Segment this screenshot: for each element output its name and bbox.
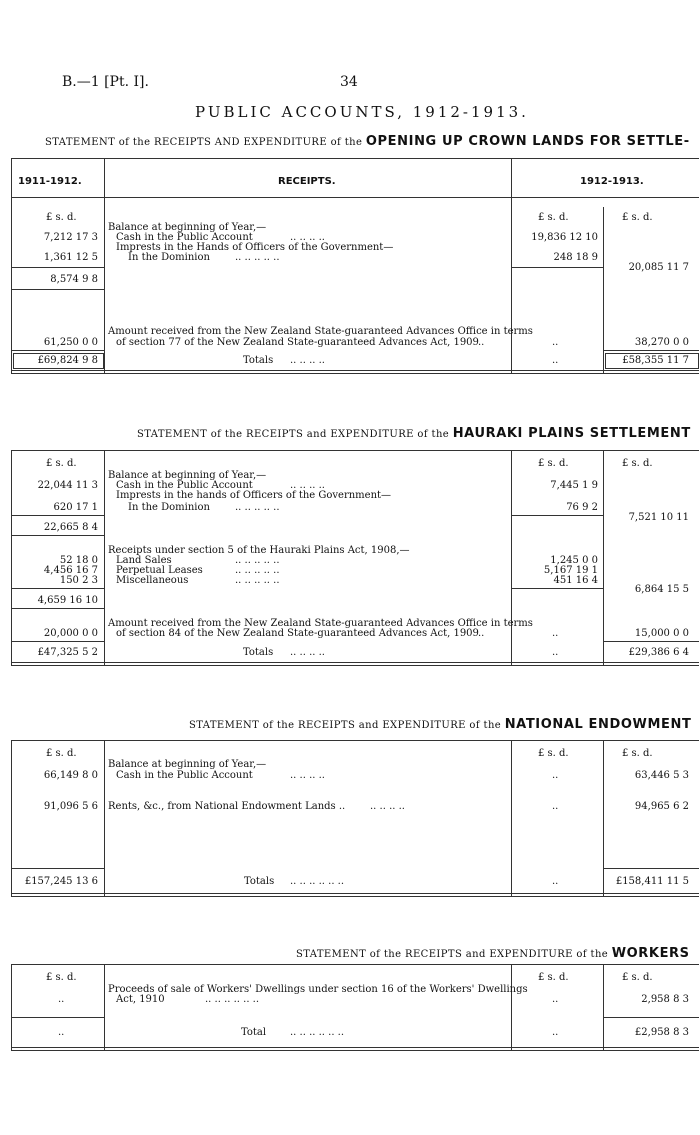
rule-line — [11, 868, 104, 869]
dot-leaders: .. .. .. .. — [290, 355, 325, 366]
value-cur: 15,000 0 0 — [634, 628, 689, 639]
dot-leaders: .. .. .. .. .. .. — [205, 994, 260, 1005]
lsd-header-prev: £ s. d. — [46, 458, 77, 469]
statement-3-heading — [189, 717, 691, 732]
row-label: Land Sales — [116, 555, 172, 566]
rule-line — [11, 662, 699, 663]
row-label: Miscellaneous — [116, 575, 189, 586]
rule-line — [11, 158, 12, 373]
row-label: Perpetual Leases — [116, 565, 203, 576]
rule-line — [104, 740, 105, 896]
lsd-header-sub: £ s. d. — [538, 972, 569, 983]
rule-line — [603, 350, 699, 351]
value-sub: 5,167 19 1 — [543, 565, 598, 576]
dot-leaders: .. .. .. .. .. .. — [290, 1027, 345, 1038]
statement-2-heading-title: HAURAKI PLAINS SETTLEMENT — [452, 426, 691, 441]
row-label: In the Dominion — [128, 502, 210, 513]
lsd-header-cur: £ s. d. — [622, 212, 653, 223]
lsd-header-sub: £ s. d. — [538, 212, 569, 223]
rule-line — [11, 450, 12, 665]
value-prev: 150 2 3 — [59, 575, 98, 586]
dot-leaders: .. .. .. .. — [290, 770, 325, 781]
value-cur: 63,446 5 3 — [634, 770, 689, 781]
value-prev: 7,212 17 3 — [43, 232, 98, 243]
value-prev: 4,456 16 7 — [43, 565, 98, 576]
dot-leader: .. — [552, 876, 559, 887]
rule-line — [11, 289, 104, 290]
rule-line — [603, 207, 604, 373]
dot-leaders: .. .. .. .. .. — [235, 565, 280, 576]
row-label: of section 77 of the New Zealand State-guaranteed Advances Act, 1909 — [116, 337, 479, 348]
dot-leader: .. — [552, 337, 559, 348]
document-title: PUBLIC ACCOUNTS, 1912-1913. — [195, 103, 529, 121]
row-label: Imprests in the hands of Officers of the Government— — [116, 490, 392, 501]
rule-line — [11, 740, 699, 741]
row-label: Totals — [243, 647, 274, 658]
total-prev: £69,824 9 8 — [37, 355, 98, 366]
rule-line — [603, 1017, 699, 1018]
rule-line — [11, 608, 104, 609]
dot-leader: .. — [552, 770, 559, 781]
total-cur: £2,958 8 3 — [634, 1027, 689, 1038]
value-cur: 7,521 10 11 — [628, 512, 689, 523]
dot-leaders: .. .. .. .. — [290, 232, 325, 243]
row-label: Receipts under section 5 of the Hauraki Plains Act, 1908,— — [108, 545, 410, 556]
total-cur: £158,411 11 5 — [615, 876, 689, 887]
dot-leader: .. — [552, 1027, 559, 1038]
row-label: Amount received from the New Zealand State-guaranteed Advances Office in terms — [108, 326, 533, 337]
rule-line — [104, 964, 105, 1050]
rule-line — [11, 665, 699, 666]
row-label: Balance at beginning of Year,— — [108, 222, 267, 233]
rule-line — [11, 350, 104, 351]
statement-3-heading-title: NATIONAL ENDOWMENT — [504, 717, 692, 732]
value-cur: 94,965 6 2 — [634, 801, 689, 812]
row-label: In the Dominion — [128, 252, 210, 263]
rule-line — [11, 1017, 104, 1018]
rule-line — [11, 588, 104, 589]
dot-leader: .. — [552, 647, 559, 658]
statement-4-heading — [296, 946, 690, 961]
value-sub: 451 16 4 — [553, 575, 598, 586]
dot-leader: .. — [58, 994, 65, 1005]
lsd-header-prev: £ s. d. — [46, 972, 77, 983]
total-prev: £157,245 13 6 — [24, 876, 98, 887]
value-prev: 8,574 9 8 — [50, 274, 98, 285]
row-label: Act, 1910 — [116, 994, 165, 1005]
value-cur: 20,085 11 7 — [628, 262, 689, 273]
statement-1-heading-title: OPENING UP CROWN LANDS FOR SETTLE- — [365, 134, 690, 149]
lsd-header-sub: £ s. d. — [538, 748, 569, 759]
value-sub: 76 9 2 — [566, 502, 598, 513]
statement-4-heading-prefix: STATEMENT of the RECEIPTS and EXPENDITURE of the — [296, 949, 609, 960]
value-prev: 61,250 0 0 — [43, 337, 98, 348]
rule-line — [104, 158, 105, 373]
rule-line — [11, 267, 104, 268]
rule-line — [11, 1050, 699, 1051]
dot-leader: .. — [552, 628, 559, 639]
column-1912-1913: 1912-1913. — [580, 176, 644, 187]
row-label: Balance at beginning of Year,— — [108, 470, 267, 481]
rule-line — [104, 450, 105, 665]
value-prev: 4,659 16 10 — [37, 595, 98, 606]
rule-line — [11, 1047, 699, 1048]
rule-line — [511, 515, 604, 516]
dot-leaders: .. .. .. .. — [290, 480, 325, 491]
value-prev: 20,000 0 0 — [43, 628, 98, 639]
value-sub: 7,445 1 9 — [550, 480, 598, 491]
row-label: of section 84 of the New Zealand State-guaranteed Advances Act, 1909 — [116, 628, 479, 639]
rule-line — [11, 450, 699, 451]
dot-leaders: .. .. .. .. — [290, 647, 325, 658]
value-prev: 91,096 5 6 — [43, 801, 98, 812]
lsd-header-cur: £ s. d. — [622, 972, 653, 983]
total-cur: £29,386 6 4 — [628, 647, 689, 658]
statement-1-heading — [45, 134, 690, 149]
rule-line — [511, 450, 512, 665]
rule-line — [11, 197, 699, 198]
rule-line — [511, 964, 512, 1050]
rule-line — [603, 740, 604, 896]
rule-line — [11, 535, 104, 536]
row-label: Cash in the Public Account — [116, 770, 253, 781]
row-label: Totals — [243, 355, 274, 366]
statement-1-heading-prefix: STATEMENT of the RECEIPTS AND EXPENDITURE of the — [45, 137, 363, 148]
statement-2-heading-prefix: STATEMENT of the RECEIPTS and EXPENDITURE of the — [137, 429, 450, 440]
row-label: Rents, &c., from National Endowment Lands .. — [108, 801, 346, 812]
lsd-header-cur: £ s. d. — [622, 458, 653, 469]
value-prev: 52 18 0 — [59, 555, 98, 566]
statement-2-heading — [137, 426, 691, 441]
rule-line — [603, 964, 604, 1050]
rule-line — [511, 740, 512, 896]
dot-leader: .. — [552, 801, 559, 812]
row-label: Amount received from the New Zealand State-guaranteed Advances Office in terms — [108, 618, 533, 629]
value-cur: 2,958 8 3 — [641, 994, 689, 1005]
rule-line — [11, 373, 699, 374]
column-receipts: RECEIPTS. — [278, 176, 336, 187]
row-label: Balance at beginning of Year,— — [108, 759, 267, 770]
value-prev: 620 17 1 — [53, 502, 98, 513]
dot-leaders: .. .. .. .. .. .. — [290, 876, 345, 887]
value-cur: 6,864 15 5 — [634, 584, 689, 595]
value-prev: 22,665 8 4 — [43, 522, 98, 533]
row-label: Imprests in the Hands of Officers of the Government— — [116, 242, 394, 253]
rule-line — [11, 964, 699, 965]
rule-line — [511, 158, 512, 373]
rule-line — [11, 158, 699, 159]
dot-leader: .. — [552, 355, 559, 366]
rule-line — [603, 641, 699, 642]
row-label: Proceeds of sale of Workers' Dwellings under section 16 of the Workers' Dwellings — [108, 984, 528, 995]
rule-line — [603, 450, 604, 665]
value-cur: 38,270 0 0 — [634, 337, 689, 348]
document-reference: B.—1 [Pt. I]. — [62, 74, 149, 90]
value-sub: 1,245 0 0 — [550, 555, 598, 566]
dot-leaders: .. .. .. .. .. — [235, 575, 280, 586]
rule-line — [603, 868, 699, 869]
value-sub: 248 18 9 — [553, 252, 598, 263]
dot-leaders: .. .. .. .. — [370, 801, 405, 812]
rule-line — [11, 893, 699, 894]
dot-leader: .. — [58, 1027, 65, 1038]
total-prev: £47,325 5 2 — [37, 647, 98, 658]
column-1911-1912: 1911-1912. — [18, 176, 82, 187]
dot-leaders: .. .. .. .. .. — [235, 502, 280, 513]
lsd-header-sub: £ s. d. — [538, 458, 569, 469]
row-label: Cash in the Public Account — [116, 480, 253, 491]
lsd-header-prev: £ s. d. — [46, 748, 77, 759]
value-prev: 1,361 12 5 — [43, 252, 98, 263]
value-prev: 66,149 8 0 — [43, 770, 98, 781]
rule-line — [511, 588, 604, 589]
dot-leader: .. — [478, 628, 485, 639]
rule-line — [511, 267, 604, 268]
rule-line — [11, 370, 699, 371]
rule-line — [11, 740, 12, 896]
statement-4-heading-title: WORKERS — [611, 946, 690, 961]
value-prev: 22,044 11 3 — [37, 480, 98, 491]
total-cur: £58,355 11 7 — [622, 355, 689, 366]
dot-leader: .. — [552, 994, 559, 1005]
dot-leader: .. — [478, 337, 485, 348]
lsd-header-cur: £ s. d. — [622, 748, 653, 759]
dot-leaders: .. .. .. .. .. — [235, 252, 280, 263]
rule-line — [11, 896, 699, 897]
row-label: Totals — [244, 876, 275, 887]
rule-line — [11, 964, 12, 1050]
rule-line — [11, 641, 104, 642]
value-sub: 19,836 12 10 — [531, 232, 598, 243]
row-label: Total — [241, 1027, 267, 1038]
row-label: Cash in the Public Account — [116, 232, 253, 243]
rule-line — [11, 515, 104, 516]
statement-3-heading-prefix: STATEMENT of the RECEIPTS and EXPENDITURE of the — [189, 720, 502, 731]
page-number: 34 — [340, 74, 358, 90]
lsd-header-prev: £ s. d. — [46, 212, 77, 223]
dot-leaders: .. .. .. .. .. — [235, 555, 280, 566]
